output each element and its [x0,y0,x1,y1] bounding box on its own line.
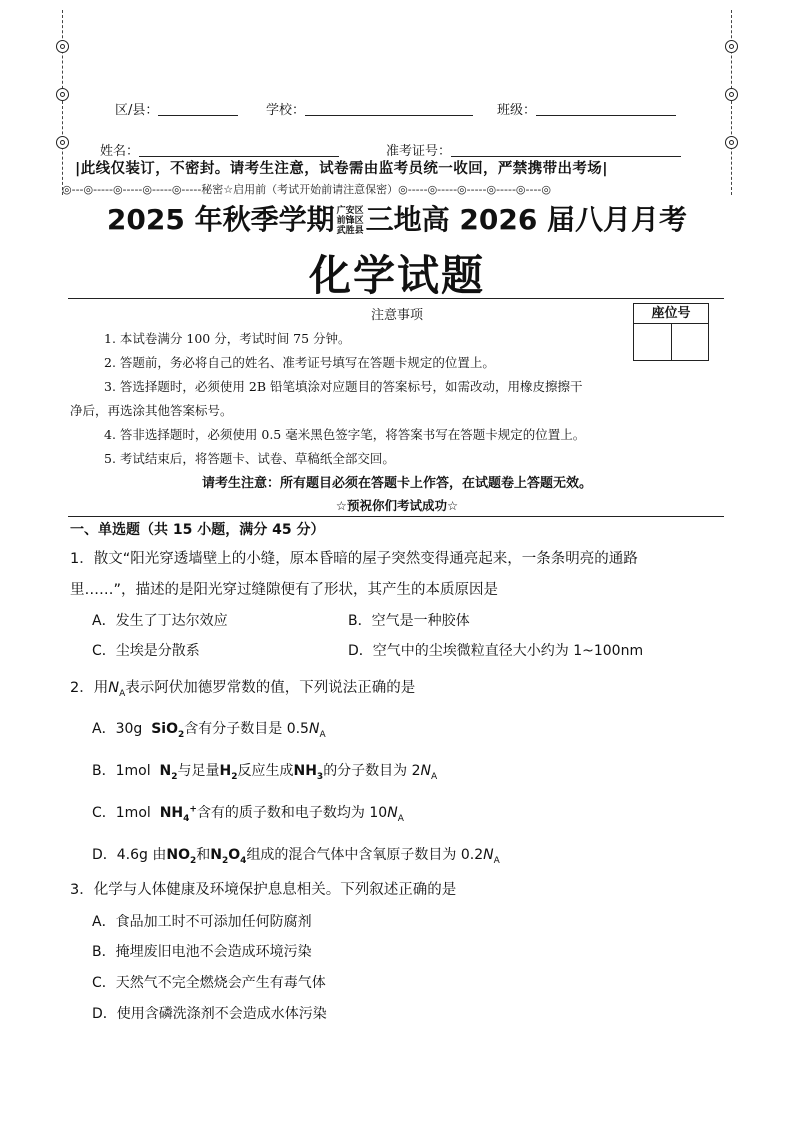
binding-hole-icon [725,88,738,101]
note-item: 净后，再选涂其他答案标号。 [70,403,233,418]
option-b-mid: 的分子数目为 2 [323,763,421,779]
school-label: 学校： [266,103,306,118]
question-3-option-a[interactable]: A．食品加工时不可添加任何防腐剂 [92,914,312,930]
class-blank[interactable] [536,102,676,116]
question-2-option-b[interactable]: B．1mol $N_2$与足量$H_2$反应生成$NH_3$的分子数目为 $2N_A$ [92,763,438,782]
name-blank[interactable] [139,143,339,157]
divider [68,298,724,299]
divider [68,516,724,517]
exam-title-suffix: 三地高 2026 届八月月考 [365,203,688,236]
subject-title: 化学试题 [308,251,485,300]
district-name: 武胜县 [336,226,364,236]
seal-notice: |此线仅装订，不密封。请考生注意，试卷需由监考员统一收回，严禁携带出考场| [75,161,608,177]
binding-line-right [731,10,732,195]
option-a-start: A．30g [92,721,143,737]
exam-number-label: 准考证号： [386,144,452,159]
school-field[interactable] [266,99,473,118]
binding-hole-icon [56,88,69,101]
school-blank[interactable] [305,102,473,116]
option-b-mid: 反应生成 [237,763,294,779]
binding-hole-icon [725,40,738,53]
question-3-option-b[interactable]: B．掩埋废旧电池不会造成环境污染 [92,944,312,960]
district-label: 区/县： [115,103,159,118]
option-c-mid: 含有的质子数和电子数均为 10 [196,805,388,821]
binding-hole-icon [725,136,738,149]
question-1-option-c[interactable]: C．尘埃是分散系 [92,643,200,659]
question-1-option-a[interactable]: A．发生了丁达尔效应 [92,613,228,629]
question-1-option-d[interactable]: D．空气中的尘埃微粒直径大小约为 1~100nm [348,643,644,659]
name-label: 姓名： [100,144,140,159]
question-2-stem-end: 表示阿伏加德罗常数的值，下列说法正确的是 [125,680,416,696]
question-3-stem: 3．化学与人体健康及环境保护息息相关。下列叙述正确的是 [70,882,457,898]
note-item: 5. 考试结束后，将答题卡、试卷、草稿纸全部交回。 [104,451,395,466]
option-a-mid: 含有分子数目是 0.5 [184,721,309,737]
district-name: 前锋区 [336,216,364,226]
question-2-stem: 2．用$N_A$表示阿伏加德罗常数的值，下列说法正确的是 [70,680,416,699]
question-2-option-c[interactable]: C．1mol $NH_4^+$含有的质子数和电子数均为 $10N_A$ [92,804,404,824]
exam-title-prefix: 2025 年秋季学期 [106,203,335,236]
note-item: 3. 答选择题时，必须使用 2B 铅笔填涂对应题目的答案标号，如需改动，用橡皮擦擦干 [104,379,583,394]
question-2-option-a[interactable]: A．30g SiO$_2$含有分子数目是 $0.5N_A$ [92,721,326,740]
seat-number-box[interactable] [633,303,709,361]
option-d-mid: 组成的混合气体中含氧原子数目为 0.2 [246,847,484,863]
notes-wish: ☆预祝你们考试成功☆ [335,498,459,513]
option-b-mid: 与足量 [177,763,220,779]
confidential-line: ◎---◎-----◎-----◎-----◎-----秘密☆启用前（考试开始前请注意保密）◎-----◎-----◎-----◎-----◎----◎ [62,183,551,196]
note-item: 2. 答题前，务必将自己的姓名、准考证号填写在答题卡规定的位置上。 [104,355,495,370]
section-heading: 一、单选题（共 15 小题，满分 45 分） [70,522,325,538]
district-name: 广安区 [336,206,364,216]
question-1-option-b[interactable]: B．空气是一种胶体 [348,613,470,629]
option-d-start: D．4.6g 由 [92,847,167,863]
option-c-start: C．1mol [92,805,151,821]
exam-number-blank[interactable] [451,143,681,157]
question-1-line: 里……”，描述的是阳光穿过缝隙便有了形状，其产生的本质原因是 [70,582,499,598]
district-blank[interactable] [158,102,238,116]
option-b-start: B．1mol [92,763,151,779]
question-2-option-d[interactable]: D．4.6g 由$NO_2$和$N_2O_4$组成的混合气体中含氧原子数目为 $0.2N_A$ [92,847,500,866]
exam-title [0,198,794,238]
option-d-mid: 和 [196,847,211,863]
binding-hole-icon [56,40,69,53]
question-2-stem-start: 2．用 [70,680,109,696]
binding-line-left [62,10,63,195]
notes-heading: 注意事项 [370,308,423,323]
district-stack [337,206,364,236]
seat-box-divider [671,323,672,361]
question-1-line: 1．散文“阳光穿透墙壁上的小缝，原本昏暗的屋子突然变得通亮起来，一条条明亮的通路 [70,551,638,567]
question-3-option-c[interactable]: C．天然气不完全燃烧会产生有毒气体 [92,975,326,991]
note-item: 4. 答非选择题时，必须使用 0.5 毫米黑色签字笔，将答案书写在答题卡规定的位置上。 [104,427,586,442]
notes-emphasis: 请考生注意：所有题目必须在答题卡上作答，在试题卷上答题无效。 [201,476,592,491]
binding-hole-icon [56,136,69,149]
note-item: 1. 本试卷满分 100 分，考试时间 75 分钟。 [104,331,351,346]
district-field[interactable] [115,99,238,118]
class-label: 班级： [497,103,537,118]
question-3-option-d[interactable]: D．使用含磷洗涤剂不会造成水体污染 [92,1006,327,1022]
seat-number-label: 座位号 [634,304,708,324]
class-field[interactable] [497,99,676,118]
